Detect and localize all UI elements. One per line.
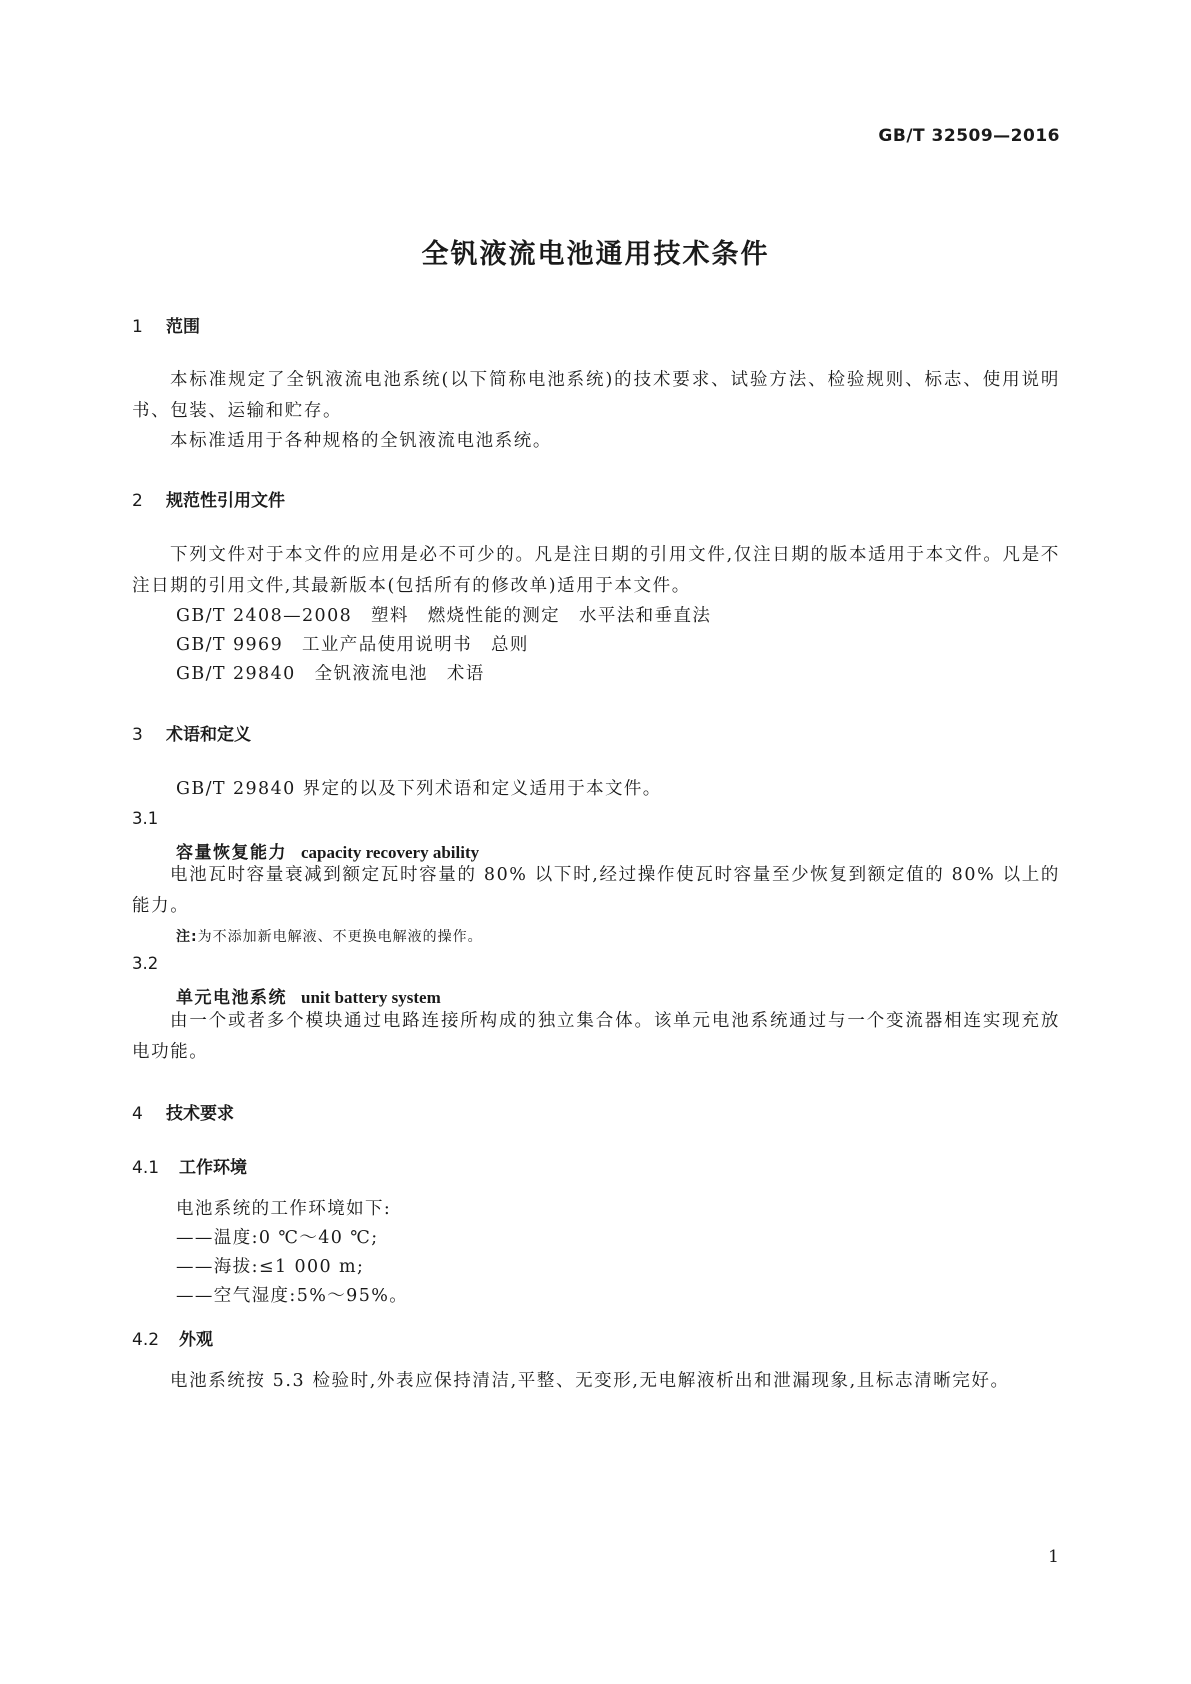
term-chinese: 容量恢复能力 (176, 843, 287, 863)
section-1-paragraph-1: 本标准规定了全钒液流电池系统(以下简称电池系统)的技术要求、试验方法、检验规则、标志、使用说明书、包装、运输和贮存。 (132, 370, 1060, 421)
subsection-title: 外观 (179, 1330, 213, 1350)
environment-item: ——海拔:≤1 000 m; (176, 1257, 365, 1277)
term-entry (176, 983, 441, 1008)
section-title: 技术要求 (166, 1104, 234, 1124)
subsection-number: 4.2 (132, 1330, 160, 1350)
section-3-heading (132, 720, 251, 745)
normative-reference: GB/T 2408—2008 塑料 燃烧性能的测定 水平法和垂直法 (176, 606, 712, 626)
term-english: capacity recovery ability (301, 843, 480, 862)
document-title: 全钒液流电池通用技术条件 (421, 239, 770, 270)
term-number: 3.2 (132, 954, 159, 973)
term-definition: 由一个或者多个模块通过电路连接所构成的独立集合体。该单元电池系统通过与一个变流器相连实现充放电功能。 (132, 1011, 1060, 1062)
subsection-4-2-paragraph: 电池系统按 5.3 检验时,外表应保持清洁,平整、无变形,无电解液析出和泄漏现象,且标志清晰完好。 (170, 1371, 1010, 1391)
standard-number: GB/T 32509—2016 (878, 126, 1060, 146)
subsection-4-2-heading (132, 1325, 213, 1350)
section-2-heading (132, 486, 285, 511)
section-1-paragraph-2: 本标准适用于各种规格的全钒液流电池系统。 (170, 431, 552, 451)
section-number: 3 (132, 725, 143, 745)
section-2-paragraph-1: 下列文件对于本文件的应用是必不可少的。凡是注日期的引用文件,仅注日期的版本适用于本文件。凡是不注日期的引用文件,其最新版本(包括所有的修改单)适用于本文件。 (132, 545, 1060, 596)
normative-reference: GB/T 29840 全钒液流电池 术语 (176, 664, 485, 684)
environment-intro: 电池系统的工作环境如下: (176, 1199, 392, 1219)
page-number: 1 (1048, 1547, 1059, 1567)
note-label: 注: (176, 929, 198, 945)
term-note (176, 926, 483, 946)
section-4-heading (132, 1099, 234, 1124)
term-definition: 电池瓦时容量衰减到额定瓦时容量的 80% 以下时,经过操作使瓦时容量至少恢复到额定值的 80% 以上的能力。 (132, 865, 1061, 916)
section-number: 1 (132, 317, 143, 337)
section-3-paragraph-1: GB/T 29840 界定的以及下列术语和定义适用于本文件。 (176, 779, 662, 799)
note-text: 为不添加新电解液、不更换电解液的操作。 (197, 929, 483, 945)
normative-reference: GB/T 9969 工业产品使用说明书 总则 (176, 635, 529, 655)
section-title: 规范性引用文件 (166, 491, 285, 511)
term-chinese: 单元电池系统 (176, 988, 287, 1008)
subsection-number: 4.1 (132, 1158, 160, 1178)
term-english: unit battery system (301, 988, 441, 1007)
subsection-title: 工作环境 (179, 1158, 247, 1178)
environment-item: ——空气湿度:5%～95%。 (176, 1286, 409, 1306)
environment-item: ——温度:0 ℃～40 ℃; (176, 1228, 379, 1248)
subsection-4-1-heading (132, 1153, 247, 1178)
section-title: 术语和定义 (166, 725, 251, 745)
term-number: 3.1 (132, 809, 159, 828)
section-number: 4 (132, 1104, 143, 1124)
section-title: 范围 (166, 317, 200, 337)
section-1-heading (132, 312, 200, 337)
section-number: 2 (132, 491, 143, 511)
